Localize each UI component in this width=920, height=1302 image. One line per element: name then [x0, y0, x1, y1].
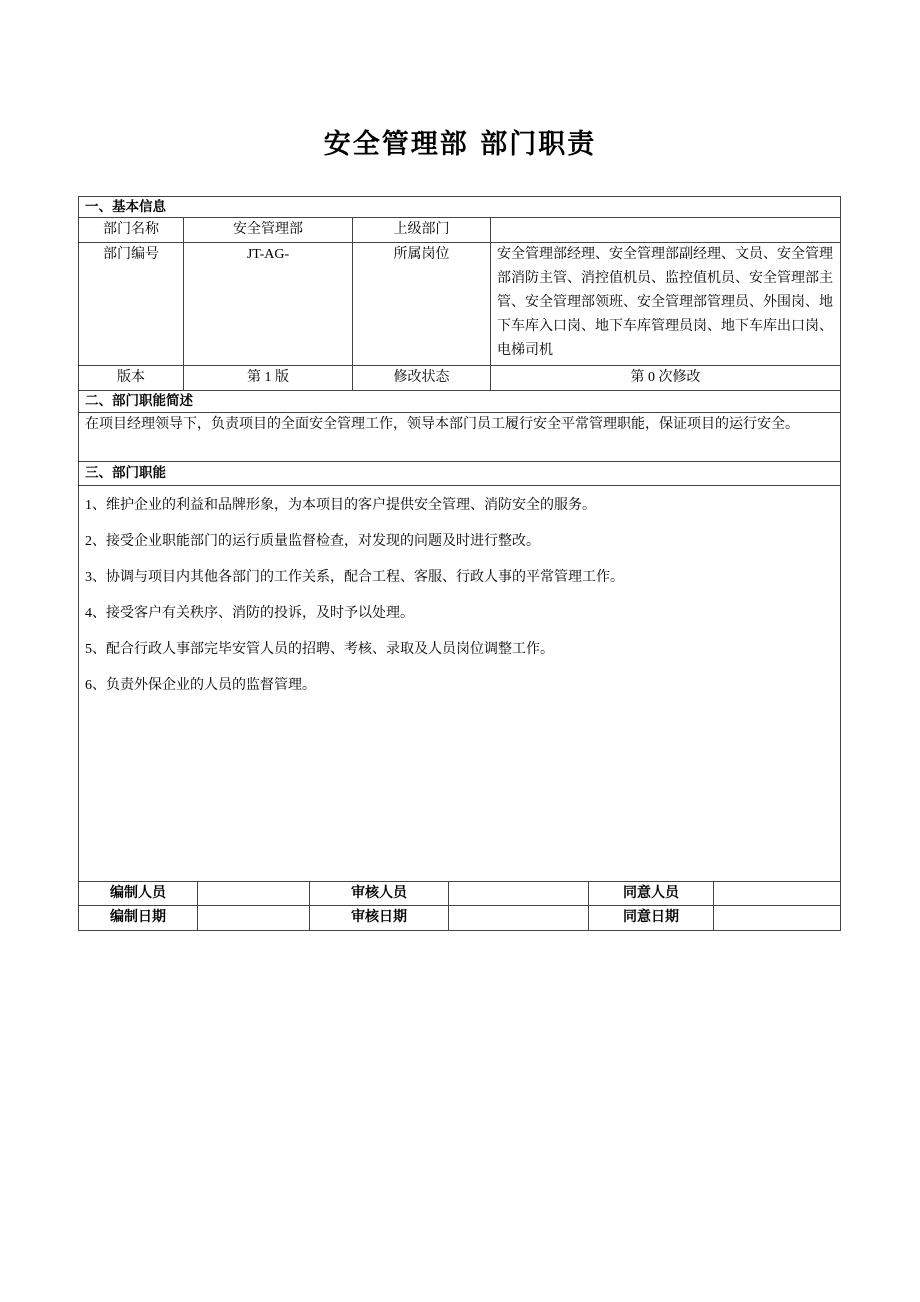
functions-list	[78, 485, 841, 882]
dept-code-label: 部门编号	[78, 242, 184, 366]
page-title: 安全管理部 部门职责	[323, 129, 597, 160]
function-item: 6、负责外保企业的人员的监督管理。	[85, 678, 316, 693]
section-functions-heading: 三、部门职能	[78, 461, 841, 486]
function-item: 4、接受客户有关秩序、消防的投诉，及时予以处理。	[85, 606, 414, 621]
version-label: 版本	[78, 365, 184, 391]
reviewed-date-label: 审核日期	[309, 905, 449, 931]
prepared-date-field[interactable]	[197, 905, 310, 931]
reviewed-date-field[interactable]	[448, 905, 589, 931]
version-value: 第 1 版	[183, 365, 353, 391]
parent-dept-value	[490, 217, 841, 243]
section-summary-heading: 二、部门职能简述	[78, 390, 841, 413]
function-item: 3、协调与项目内其他各部门的工作关系，配合工程、客服、行政人事的平常管理工作。	[85, 570, 624, 585]
parent-dept-label: 上级部门	[352, 217, 491, 243]
reviewed-by-field[interactable]	[448, 881, 589, 906]
approved-by-field[interactable]	[713, 881, 841, 906]
approved-date-label: 同意日期	[588, 905, 714, 931]
summary-text: 在项目经理领导下，负责项目的全面安全管理工作，领导本部门员工履行安全平常管理职能，保证项目的运行安全。	[78, 412, 841, 462]
status-value: 第 0 次修改	[490, 365, 841, 391]
positions-value: 安全管理部经理、安全管理部副经理、文员、安全管理部消防主管、消控值机员、监控值机员、安全管理部主管、安全管理部领班、安全管理部管理员、外围岗、地下车库入口岗、地下车库管理员岗、地下车库出口岗、电梯司机	[490, 242, 841, 366]
status-label: 修改状态	[352, 365, 491, 391]
reviewed-by-label: 审核人员	[309, 881, 449, 906]
function-item: 1、维护企业的利益和品牌形象，为本项目的客户提供安全管理、消防安全的服务。	[85, 498, 596, 513]
prepared-date-label: 编制日期	[78, 905, 198, 931]
dept-name-value: 安全管理部	[183, 217, 353, 243]
approved-by-label: 同意人员	[588, 881, 714, 906]
positions-label: 所属岗位	[352, 242, 491, 366]
prepared-by-field[interactable]	[197, 881, 310, 906]
prepared-by-label: 编制人员	[78, 881, 198, 906]
dept-name-label: 部门名称	[78, 217, 184, 243]
function-item: 5、配合行政人事部完毕安管人员的招聘、考核、录取及人员岗位调整工作。	[85, 642, 554, 657]
approved-date-field[interactable]	[713, 905, 841, 931]
dept-code-value: JT-AG-	[183, 242, 353, 366]
section-basic-info-heading: 一、基本信息	[78, 196, 841, 218]
function-item: 2、接受企业职能部门的运行质量监督检查，对发现的问题及时进行整改。	[85, 534, 540, 549]
